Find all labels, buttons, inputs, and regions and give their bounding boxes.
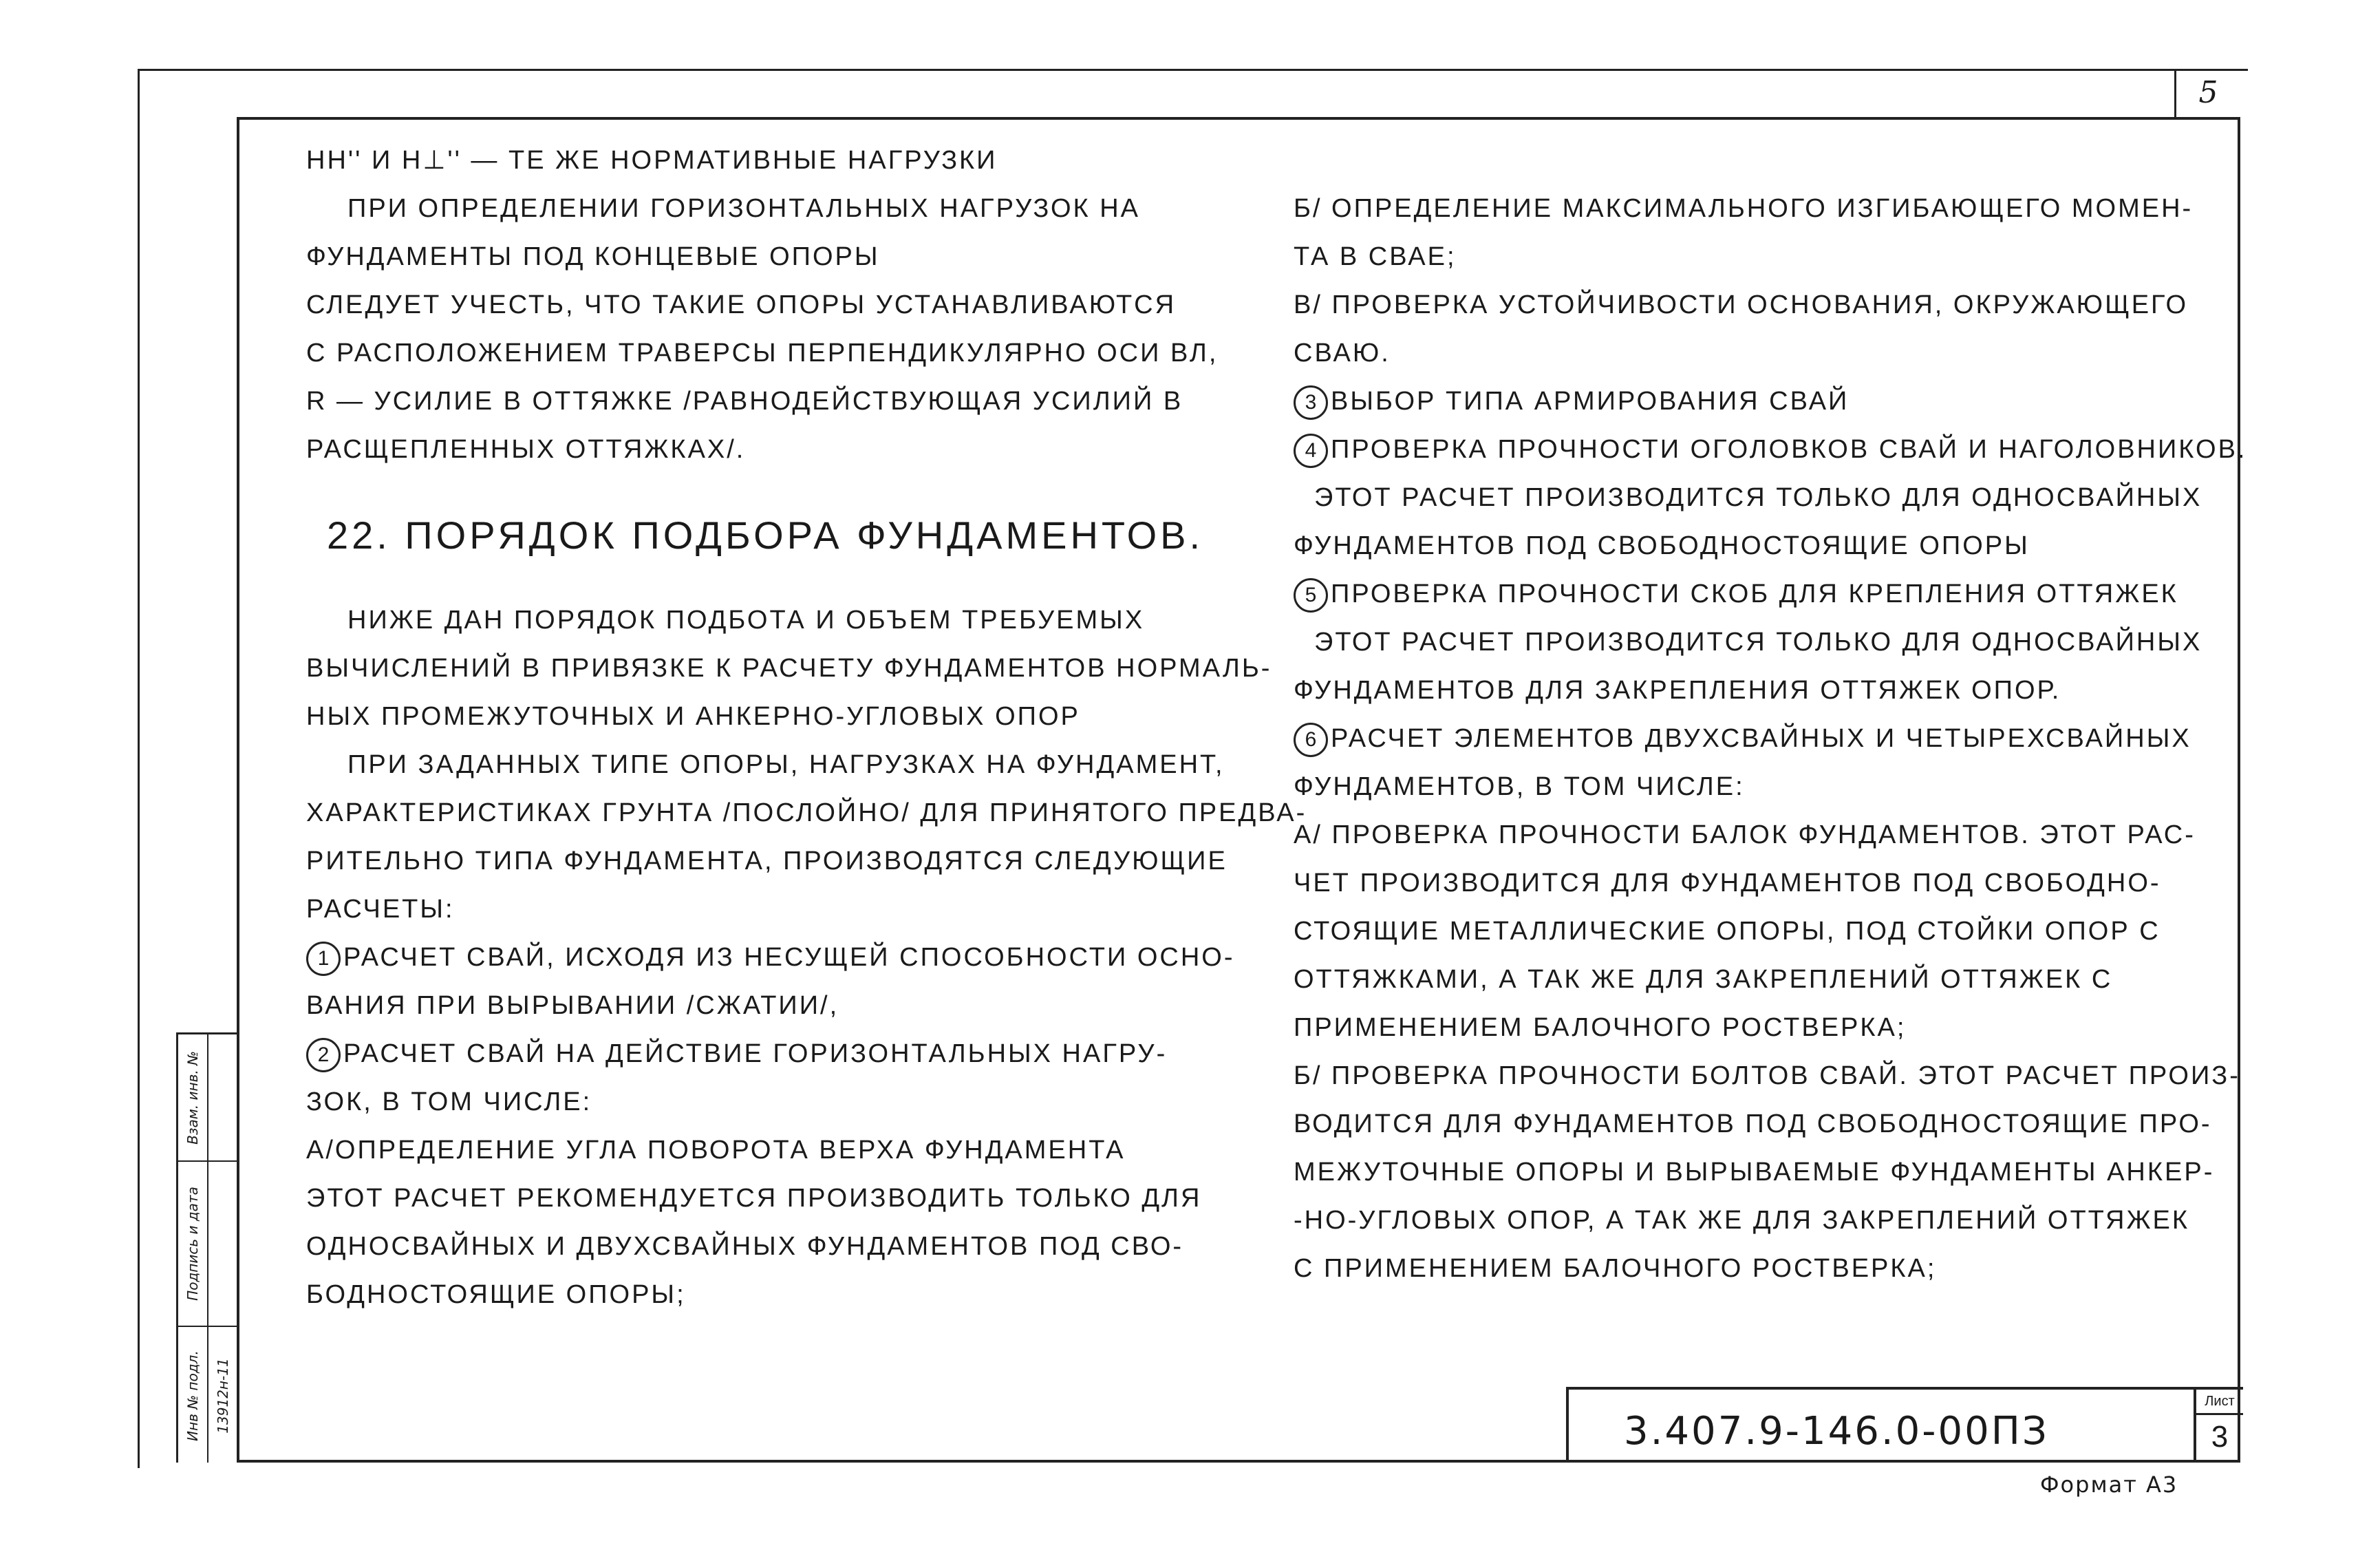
text-line: ЭТОТ РАСЧЕТ ПРОИЗВОДИТСЯ ТОЛЬКО ДЛЯ ОДНОСВАЙНЫХ xyxy=(1314,483,2202,512)
text-line: ФУНДАМЕНТОВ ПОД СВОБОДНОСТОЯЩИЕ ОПОРЫ xyxy=(1294,531,2030,560)
sheet-cell xyxy=(2194,1390,2243,1463)
text-line: ЭТОТ РАСЧЕТ ПРОИЗВОДИТСЯ ТОЛЬКО ДЛЯ ОДНОСВАЙНЫХ xyxy=(1314,628,2202,657)
text-line: СЛЕДУЕТ УЧЕСТЬ, ЧТО ТАКИЕ ОПОРЫ УСТАНАВЛИВАЮТСЯ xyxy=(306,290,1177,319)
text-line: СТОЯЩИЕ МЕТАЛЛИЧЕСКИЕ ОПОРЫ, ПОД СТОЙКИ ОПОР С xyxy=(1294,917,2161,946)
side-stamp xyxy=(176,1032,237,1463)
text-line: НЫХ ПРОМЕЖУТОЧНЫХ И АНКЕРНО-УГЛОВЫХ ОПОР xyxy=(306,702,1080,731)
sign-date-label: Подпись и дата xyxy=(184,1187,201,1301)
format-label: Формат А3 xyxy=(2040,1472,2178,1498)
left-column xyxy=(306,136,1307,1319)
right-column xyxy=(1294,184,2247,1293)
text-line: СВАЮ. xyxy=(1294,339,1391,368)
text-line: А/ ПРОВЕРКА ПРОЧНОСТИ БАЛОК ФУНДАМЕНТОВ. ЭТОТ РАС- xyxy=(1294,820,2196,849)
inv-value: 13912н-11 xyxy=(215,1358,231,1434)
replace-label: Взам. инв. № xyxy=(184,1050,201,1145)
item-number-circle: 6 xyxy=(1294,723,1328,757)
text-line: R — УСИЛИЕ В ОТТЯЖКЕ /РАВНОДЕЙСТВУЮЩАЯ УСИЛИЙ В xyxy=(306,387,1183,416)
text-line: В/ ПРОВЕРКА УСТОЙЧИВОСТИ ОСНОВАНИЯ, ОКРУЖАЮЩЕГО xyxy=(1294,290,2189,319)
list-item-text: ПРОВЕРКА ПРОЧНОСТИ СКОБ ДЛЯ КРЕПЛЕНИЯ ОТТЯЖЕК xyxy=(1331,580,2178,608)
text-line: РИТЕЛЬНО ТИПА ФУНДАМЕНТА, ПРОИЗВОДЯТСЯ СЛЕДУЮЩИЕ xyxy=(306,847,1227,875)
text-line: ЭТОТ РАСЧЕТ РЕКОМЕНДУЕТСЯ ПРОИЗВОДИТЬ ТОЛЬКО ДЛЯ xyxy=(306,1184,1202,1213)
side-stamp-label-column xyxy=(178,1034,208,1463)
text-line: БОДНОСТОЯЩИЕ ОПОРЫ; xyxy=(306,1280,686,1309)
list-item-text: ПРОВЕРКА ПРОЧНОСТИ ОГОЛОВКОВ СВАЙ И НАГОЛОВНИКОВ. xyxy=(1331,435,2247,464)
text-line: ЗОК, В ТОМ ЧИСЛЕ: xyxy=(306,1087,592,1116)
text-line: ЧЕТ ПРОИЗВОДИТСЯ ДЛЯ ФУНДАМЕНТОВ ПОД СВОБОДНО- xyxy=(1294,869,2161,898)
text-line: А/ОПРЕДЕЛЕНИЕ УГЛА ПОВОРОТА ВЕРХА ФУНДАМЕНТА xyxy=(306,1136,1126,1165)
text-line: РАСЧЕТЫ: xyxy=(306,895,455,924)
sheet-label: Лист xyxy=(2196,1390,2243,1415)
list-item-5 xyxy=(1294,570,2209,618)
document-code: 3.407.9-146.0-00ПЗ xyxy=(1624,1409,2049,1454)
list-item-text: РАСЧЕТ ЭЛЕМЕНТОВ ДВУХСВАЙНЫХ И ЧЕТЫРЕХСВАЙНЫХ xyxy=(1331,724,2191,753)
text-line: ФУНДАМЕНТОВ, В ТОМ ЧИСЛЕ: xyxy=(1294,772,1745,801)
item-number-circle: 5 xyxy=(1294,578,1328,613)
text-line: HН'' И H⊥'' — ТЕ ЖЕ НОРМАТИВНЫЕ НАГРУЗКИ xyxy=(306,146,998,175)
text-line: ПРИ ОПРЕДЕЛЕНИИ ГОРИЗОНТАЛЬНЫХ НАГРУЗОК НА xyxy=(347,194,1140,223)
side-stamp-value-column xyxy=(208,1034,239,1463)
text-line: РАСЩЕПЛЕННЫХ ОТТЯЖКАХ/. xyxy=(306,435,746,464)
text-line: -НО-УГЛОВЫХ ОПОР, А ТАК ЖЕ ДЛЯ ЗАКРЕПЛЕНИЙ ОТТЯЖЕК xyxy=(1294,1206,2190,1235)
page-number: 5 xyxy=(2174,70,2240,117)
text-line: ОТТЯЖКАМИ, А ТАК ЖЕ ДЛЯ ЗАКРЕПЛЕНИЙ ОТТЯЖЕК С xyxy=(1294,965,2113,994)
text-line: ФУНДАМЕНТЫ ПОД КОНЦЕВЫЕ ОПОРЫ xyxy=(306,242,880,271)
text-line: Б/ ОПРЕДЕЛЕНИЕ МАКСИМАЛЬНОГО ИЗГИБАЮЩЕГО МОМЕН- xyxy=(1294,194,2194,223)
title-block xyxy=(1566,1387,2243,1463)
list-item-3 xyxy=(1294,377,2209,425)
sheet-number: 3 xyxy=(2211,1420,2229,1454)
text-line: ВОДИТСЯ ДЛЯ ФУНДАМЕНТОВ ПОД СВОБОДНОСТОЯЩИЕ ПРО- xyxy=(1294,1109,2212,1138)
text-line: НИЖЕ ДАН ПОРЯДОК ПОДБОТА И ОБЪЕМ ТРЕБУЕМЫХ xyxy=(347,606,1145,635)
inv-label: Инв № подл. xyxy=(184,1350,201,1441)
list-item-1 xyxy=(306,933,1235,981)
text-line: ВЫЧИСЛЕНИЙ В ПРИВЯЗКЕ К РАСЧЕТУ ФУНДАМЕНТОВ НОРМАЛЬ- xyxy=(306,654,1272,683)
list-item-2 xyxy=(306,1030,1173,1078)
list-item-6 xyxy=(1294,714,2209,763)
list-item-text: РАСЧЕТ СВАЙ, ИСХОДЯ ИЗ НЕСУЩЕЙ СПОСОБНОСТИ ОСНО- xyxy=(343,943,1235,972)
item-number-circle: 2 xyxy=(306,1038,341,1072)
item-number-circle: 1 xyxy=(306,942,341,976)
item-number-circle: 4 xyxy=(1294,434,1328,468)
text-line: МЕЖУТОЧНЫЕ ОПОРЫ И ВЫРЫВАЕМЫЕ ФУНДАМЕНТЫ АНКЕР- xyxy=(1294,1158,2215,1187)
text-line: Б/ ПРОВЕРКА ПРОЧНОСТИ БОЛТОВ СВАЙ. ЭТОТ РАСЧЕТ ПРОИЗ- xyxy=(1294,1061,2240,1090)
list-item-text: ВЫБОР ТИПА АРМИРОВАНИЯ СВАЙ xyxy=(1331,387,1850,416)
text-line: ПРИМЕНЕНИЕМ БАЛОЧНОГО РОСТВЕРКА; xyxy=(1294,1013,1907,1042)
text-line: ПРИ ЗАДАННЫХ ТИПЕ ОПОРЫ, НАГРУЗКАХ НА ФУНДАМЕНТ, xyxy=(347,750,1225,779)
text-line: С ПРИМЕНЕНИЕМ БАЛОЧНОГО РОСТВЕРКА; xyxy=(1294,1254,1937,1283)
text-line: ХАРАКТЕРИСТИКАХ ГРУНТА /ПОСЛОЙНО/ ДЛЯ ПРИНЯТОГО ПРЕДВА- xyxy=(306,798,1307,827)
text-line: С РАСПОЛОЖЕНИЕМ ТРАВЕРСЫ ПЕРПЕНДИКУЛЯРНО ОСИ ВЛ, xyxy=(306,339,1219,368)
text-line: ОДНОСВАЙНЫХ И ДВУХСВАЙНЫХ ФУНДАМЕНТОВ ПОД СВО- xyxy=(306,1232,1184,1261)
list-item-text: РАСЧЕТ СВАЙ НА ДЕЙСТВИЕ ГОРИЗОНТАЛЬНЫХ НАГРУ- xyxy=(343,1039,1168,1068)
text-line: ФУНДАМЕНТОВ ДЛЯ ЗАКРЕПЛЕНИЯ ОТТЯЖЕК ОПОР. xyxy=(1294,676,2061,705)
item-number-circle: 3 xyxy=(1294,385,1328,420)
text-line: ТА В СВАЕ; xyxy=(1294,242,1457,271)
section-heading: 22. ПОРЯДОК ПОДБОРА ФУНДАМЕНТОВ. xyxy=(327,513,1204,557)
list-item-4 xyxy=(1294,425,2247,474)
text-line: ВАНИЯ ПРИ ВЫРЫВАНИИ /СЖАТИИ/, xyxy=(306,991,839,1020)
